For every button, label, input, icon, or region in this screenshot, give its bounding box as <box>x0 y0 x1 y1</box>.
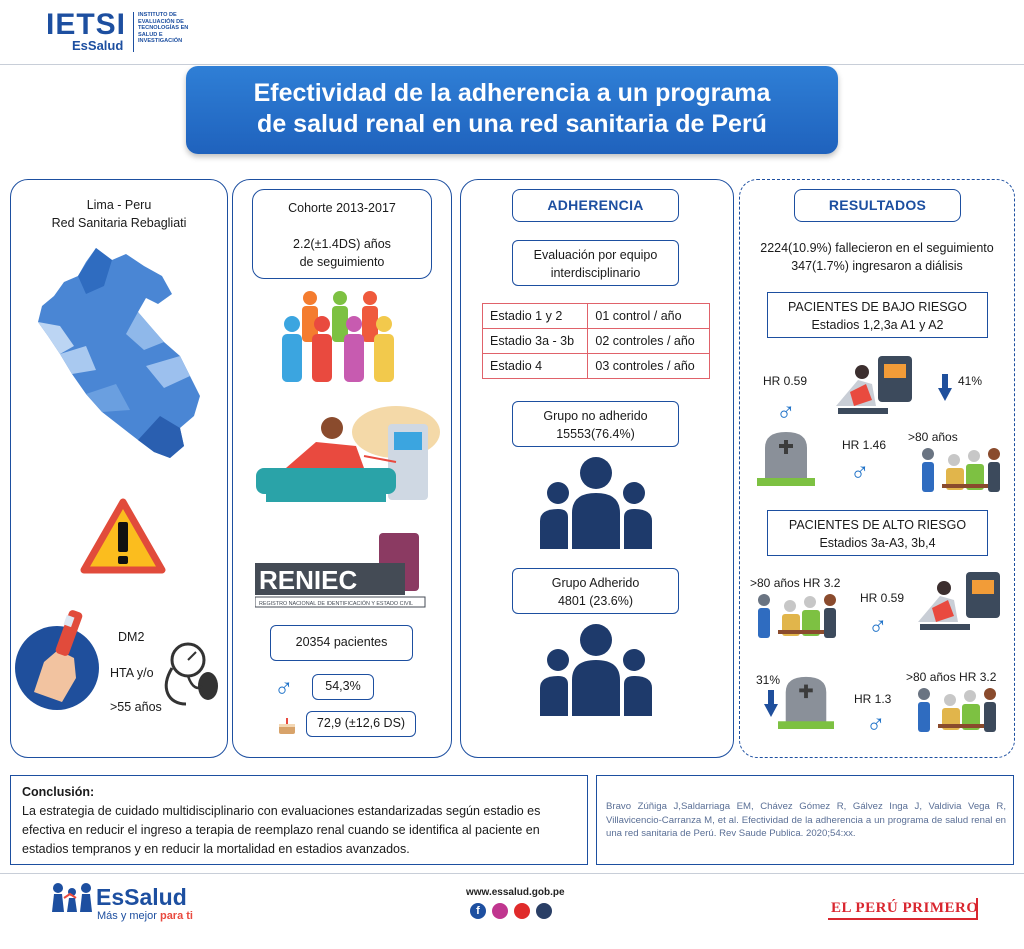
adherent-box <box>512 568 679 614</box>
ietsi-logo-sub: EsSalud <box>72 38 124 53</box>
low-hr-1: HR 0.59 <box>763 374 808 388</box>
social-icons <box>470 903 560 921</box>
low-hr-2: HR 1.46 <box>842 438 887 452</box>
title-line-2: de salud renal en una red sanitaria de Perú <box>257 110 767 138</box>
non-adherent-group-icon <box>538 455 654 551</box>
high-hr-1: HR 0.59 <box>860 591 905 605</box>
slogan-emphasis: para ti <box>159 910 193 922</box>
title-line-1: Efectividad de la adherencia a un programa <box>253 79 771 107</box>
stage-cell: Estadio 4 <box>483 354 588 379</box>
non-adherent-box <box>512 401 679 447</box>
institute-name: INSTITUTO DE EVALUACIÓN DE TECNOLOGÍAS EN SALUD E INVESTIGACIÓN <box>138 12 189 45</box>
elderly-group-icon <box>918 446 1006 498</box>
low-risk-title: PACIENTES DE BAJO RIESGO <box>788 300 967 314</box>
glucometer-icon <box>14 606 100 714</box>
results-summary <box>739 239 1015 275</box>
results-heading: RESULTADOS <box>794 189 961 222</box>
controls-cell: 02 controles / año <box>588 329 710 354</box>
youtube-icon[interactable] <box>514 903 530 919</box>
reniec-logo-icon <box>255 533 431 609</box>
reniec-logo-text: RENIEC <box>259 565 358 595</box>
non-adherent-value: 15553(76.4%) <box>556 427 635 441</box>
slogan-text: Más y mejor <box>97 910 160 922</box>
conclusion-content <box>22 783 582 859</box>
controls-cell: 03 controles / año <box>588 354 710 379</box>
followup-line-2: de seguimiento <box>299 255 385 269</box>
criteria-age: >55 años <box>110 700 162 714</box>
tombstone-icon <box>778 672 834 730</box>
conclusion-text: La estrategia de cuidado multidisciplinario con evaluaciones estandarizadas según estadio es efectiva en reducir el ingreso a terapia de reemplazo renal cuando se identifica al paciente en estadios tempranos y en reducir la mortalidad en estadios avanzados. <box>22 804 541 856</box>
dialysis-chair-icon <box>832 356 914 420</box>
evaluation-box <box>512 240 679 286</box>
footer-rule <box>0 873 1024 874</box>
evaluation-line-2: interdisciplinario <box>550 266 641 280</box>
blood-pressure-icon <box>158 638 226 710</box>
citation-text: Bravo Zúñiga J,Saldarriaga EM, Chávez Gómez R, Gálvez Inga J, Valdivia Vega R, Villavicencio-Carranza M, et al. Efectividad de la adherencia a un programa de salud renal en una red sanitaria de Perú. Rev Saude Publica. 2020;54:xx. <box>606 801 1006 839</box>
adherent-label: Grupo Adherido <box>551 576 640 590</box>
conclusion-title: Conclusión: <box>22 785 95 799</box>
table-row <box>483 354 710 379</box>
criteria-hta: HTA y/o <box>110 666 154 680</box>
header-rule <box>0 64 1024 65</box>
network-label: Red Sanitaria Rebagliati <box>51 216 187 230</box>
dialysis-patient-icon <box>246 402 444 514</box>
dialysis-text: 347(1.7%) ingresaron a diálisis <box>791 259 963 273</box>
elderly-group-icon <box>754 592 842 644</box>
location-label: Lima - Peru <box>86 198 152 212</box>
facebook-icon[interactable]: f <box>470 903 486 919</box>
logo-divider <box>133 12 134 52</box>
followup-block <box>252 235 432 271</box>
table-row <box>483 329 710 354</box>
website-link[interactable]: www.essalud.gob.pe <box>466 887 565 898</box>
deaths-text: 2224(10.9%) fallecieron en el seguimiento <box>760 241 994 255</box>
high-risk-stages: Estadios 3a-A3, 3b,4 <box>819 536 936 550</box>
male-pct-box: 54,3% <box>312 674 374 700</box>
tombstone-icon <box>757 428 815 486</box>
cohort-label: Cohorte 2013-2017 <box>288 201 396 215</box>
peru-map-icon <box>34 246 204 466</box>
stage-cell: Estadio 1 y 2 <box>483 304 588 329</box>
high-risk-title: PACIENTES DE ALTO RIESGO <box>788 518 967 532</box>
essalud-slogan <box>97 910 193 922</box>
low-risk-stages: Estadios 1,2,3a A1 y A2 <box>811 318 944 332</box>
table-row <box>483 304 710 329</box>
age-box: 72,9 (±12,6 DS) <box>306 711 416 737</box>
high-pct: 31% <box>756 673 781 687</box>
male-symbol-icon: ♂ <box>850 456 870 486</box>
people-group-icon <box>278 290 402 386</box>
elderly-group-icon <box>914 686 1002 738</box>
evaluation-line-1: Evaluación por equipo <box>533 248 658 262</box>
essalud-family-icon <box>50 882 100 912</box>
high-age-hr: >80 años HR 3.2 <box>750 576 841 590</box>
reniec-sub-text: REGISTRO NACIONAL DE IDENTIFICACIÓN Y ESTADO CIVIL <box>259 601 414 607</box>
male-symbol-icon: ♂ <box>776 396 796 426</box>
adherent-group-icon <box>538 622 654 718</box>
arrow-down-icon <box>764 690 778 718</box>
campaign-logo: EL PERÚ PRIMERO <box>831 900 979 916</box>
adherent-value: 4801 (23.6%) <box>557 594 634 608</box>
male-symbol-icon: ♂ <box>868 610 888 640</box>
adherence-heading: ADHERENCIA <box>512 189 679 222</box>
warning-icon <box>80 498 166 574</box>
low-age: >80 años <box>908 430 958 444</box>
patients-box: 20354 pacientes <box>270 625 413 661</box>
high-age-hr-2: >80 años HR 3.2 <box>906 670 997 684</box>
high-hr-2: HR 1.3 <box>854 692 892 706</box>
male-symbol-icon: ♂ <box>866 708 886 738</box>
criteria-dm2: DM2 <box>118 630 145 644</box>
stage-cell: Estadio 3a - 3b <box>483 329 588 354</box>
page-title <box>186 78 838 140</box>
followup-line-1: 2.2(±1.4DS) años <box>293 237 391 251</box>
male-symbol-icon: ♂ <box>274 672 294 702</box>
instagram-icon[interactable] <box>492 903 508 919</box>
low-risk-box <box>767 292 988 338</box>
stage-controls-table <box>482 303 710 379</box>
non-adherent-label: Grupo no adherido <box>543 409 648 423</box>
ietsi-logo: IETSI <box>46 8 127 41</box>
low-pct: 41% <box>958 374 983 388</box>
location-block <box>10 196 228 232</box>
twitter-icon[interactable] <box>536 903 552 919</box>
controls-cell: 01 control / año <box>588 304 710 329</box>
dialysis-chair-icon <box>914 572 1004 634</box>
essalud-brand: EsSalud <box>96 884 187 910</box>
high-risk-box <box>767 510 988 556</box>
arrow-down-icon <box>938 374 952 402</box>
birthday-cake-icon <box>276 714 298 736</box>
